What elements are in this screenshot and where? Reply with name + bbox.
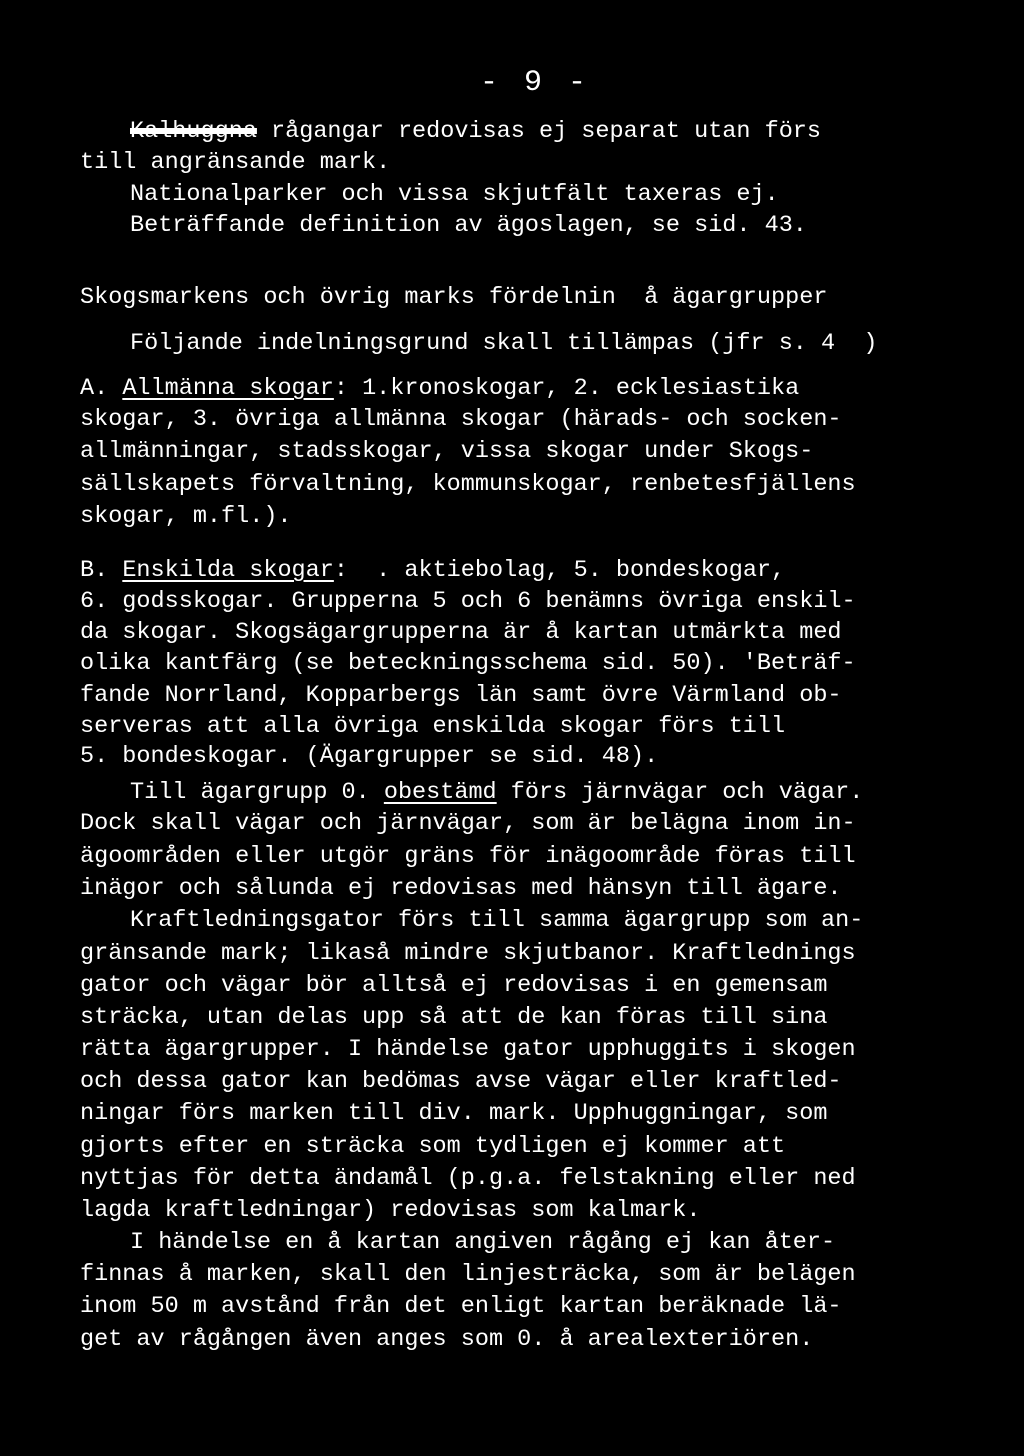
text-line: serveras att alla övriga enskilda skogar förs till <box>80 713 786 740</box>
text-line: nyttjas för detta ändamål (p.g.a. felstakning eller ned <box>80 1165 856 1192</box>
text-line: Nationalparker och vissa skjutfält taxeras ej. <box>130 181 779 208</box>
text-line <box>80 556 785 586</box>
subheading-enskilda-skogar: Enskilda skogar <box>122 557 334 584</box>
text-line: sällskapets förvaltning, kommunskogar, renbetesfjällens <box>80 471 856 498</box>
text-line: ningar förs marken till div. mark. Upphuggningar, som <box>80 1100 828 1127</box>
text-span: B. <box>80 557 123 584</box>
text-line: skogar, m.fl.). <box>80 503 292 530</box>
text-line: sträcka, utan delas upp så att de kan föras till sina <box>80 1004 828 1031</box>
section-heading: Skogsmarkens och övrig marks fördelnin å ägargrupper <box>80 284 828 311</box>
text-line <box>130 117 821 147</box>
text-line: 6. godsskogar. Grupperna 5 och 6 benämns övriga enskil- <box>80 588 856 615</box>
text-line <box>130 778 863 808</box>
text-line: get av rågången även anges som 0. å arealexteriören. <box>80 1326 814 1353</box>
text-line: Kraftledningsgator förs till samma ägargrupp som an- <box>130 907 864 934</box>
text-span: : . aktiebolag, 5. bondeskogar, <box>333 557 786 584</box>
text-span: A. <box>80 375 123 402</box>
text-line: 5. bondeskogar. (Ägargrupper se sid. 48). <box>80 743 659 770</box>
text-span: : 1.kronoskogar, 2. ecklesiastika <box>333 375 800 402</box>
text-span: Till ägargrupp 0. <box>130 779 384 806</box>
text-line: finnas å marken, skall den linjesträcka, som är belägen <box>80 1261 856 1288</box>
text-line <box>80 374 799 404</box>
subheading-allmanna-skogar: Allmänna skogar <box>122 375 334 402</box>
text-line: I händelse en å kartan angiven rågång ej kan åter- <box>130 1229 836 1256</box>
text-span: rågangar redovisas ej separat utan förs <box>256 118 822 145</box>
text-line: Följande indelningsgrund skall tillämpas (jfr s. 4 ) <box>130 330 878 357</box>
text-line: gränsande mark; likaså mindre skjutbanor. Kraftlednings <box>80 940 856 967</box>
text-line: rätta ägargrupper. I händelse gator upphuggits i skogen <box>80 1036 856 1063</box>
text-line: da skogar. Skogsägargrupperna är å kartan utmärkta med <box>80 619 842 646</box>
text-line: och dessa gator kan bedömas avse vägar eller kraftled- <box>80 1068 842 1095</box>
text-line: Dock skall vägar och järnvägar, som är belägna inom in- <box>80 810 856 837</box>
underlined-word: obestämd <box>383 779 497 806</box>
text-line: till angränsande mark. <box>80 149 391 176</box>
text-line: allmänningar, stadsskogar, vissa skogar under Skogs- <box>80 438 814 465</box>
text-line: ägoområden eller utgör gräns för inägoområde föras till <box>80 843 856 870</box>
text-line: gjorts efter en sträcka som tydligen ej kommer att <box>80 1133 786 1160</box>
text-line: inom 50 m avstånd från det enligt kartan beräknade lä- <box>80 1293 842 1320</box>
text-line: skogar, 3. övriga allmänna skogar (härads- och socken- <box>80 406 842 433</box>
page-number: - 9 - <box>480 66 591 100</box>
text-line: inägor och sålunda ej redovisas med hänsyn till ägare. <box>80 875 842 902</box>
text-line: olika kantfärg (se beteckningsschema sid. 50). 'Beträf- <box>80 650 856 677</box>
text-line: lagda kraftledningar) redovisas som kalmark. <box>80 1197 701 1224</box>
text-line: Beträffande definition av ägoslagen, se sid. 43. <box>130 212 807 239</box>
text-span: förs järnvägar och vägar. <box>496 779 864 806</box>
struck-word: Kalhuggna <box>130 118 257 145</box>
text-line: gator och vägar bör alltså ej redovisas i en gemensam <box>80 972 828 999</box>
text-line: fande Norrland, Kopparbergs län samt övre Värmland ob- <box>80 682 842 709</box>
